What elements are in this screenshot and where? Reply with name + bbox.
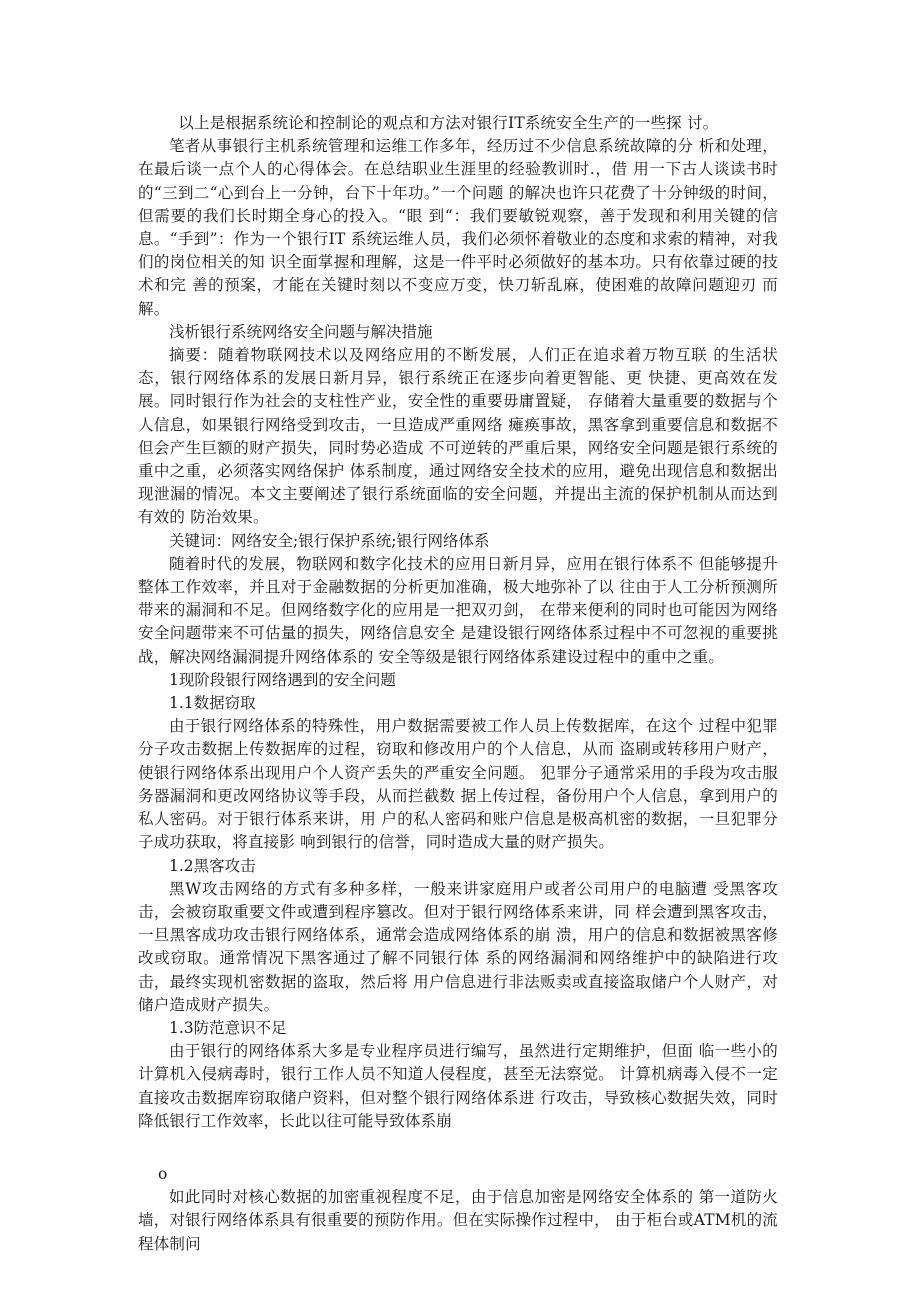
final-paragraph: 如此同时对核心数据的加密重视程度不足，由于信息加密是网络安全体系的 第一道防火墙，对银行网络体系具有很重要的预防作用。但在实际操作过程中， 由于柜台或ATM机的流程体制问 <box>138 1188 778 1253</box>
section-1-3-paragraph: 由于银行的网络体系大多是专业程序员进行编写，虽然进行定期维护，但面 临一些小的计算机入侵病毒时，银行工作人员不知道人侵程度，甚至无法察觉。 计算机病毒入侵不一定直接攻击数据库窃取储户资料，但对整个银行网络体系进 行攻击，导致核心数据失效，同时降低银行工作效率，长此以往可能导致体系崩 <box>138 1042 778 1130</box>
document-body <box>138 112 778 1256</box>
section-1-2-paragraph: 黑W攻击网络的方式有多种多样，一般来讲家庭用户或者公司用户的电脑遭 受黑客攻击，会被窃取重要文件或遭到程序篡改。但对于银行网络体系来讲，同 样会遭到黑客攻击，一旦黑客成功攻击银行网络体系，通常会造成网络体系的崩 溃，用户的信息和数据被黑客修改或窃取。通常情况下黑客通过了解不同银行体 系的网络漏洞和网络维护中的缺陷进行攻击，最终实现机密数据的盗取，然后将 用户信息进行非法贩卖或直接盗取储户个人财产，对储户造成财产损失。 <box>138 879 778 1014</box>
section-1-2-heading: 1.2黑客攻击 <box>169 856 256 875</box>
experience-paragraph: 笔者从事银行主机系统管理和运维工作多年，经历过不少信息系统故障的分 析和处理，在最后谈一点个人的心得体会。在总结职业生涯里的经验教训时.，借 用一下古人谈读书时的“三到二“心到台上一分钟，台下十年功。”一个问题 的解决也许只花费了十分钟级的时间，但需要的我们长时期全身心的投入。“眼 到“：我们要敏锐观察，善于发现和利用关键的信息。“手到”：作为一个银行IT 系统运维人员，我们必须怀着敬业的态度和求索的精神，对我们的岗位相关的知 识全面掌握和理解，这是一件平时必须做好的基本功。只有依靠过硬的技术和完 善的预案，才能在关键时刻以不变应万变，快刀斩乱麻，使困难的故障问题迎刃 而解。 <box>138 137 778 318</box>
section-1-1-heading: 1.1数据窃取 <box>169 694 256 713</box>
abstract-paragraph: 摘要：随着物联网技术以及网络应用的不断发展，人们正在追求着万物互联 的生活状态，银行网络体系的发展日新月异，银行系统正在逐步向着更智能、更 快捷、更高效在发展。同时银行作为社会的支柱性产业，安全性的重要毋庸置疑， 存储着大量重要的数据与个人信息，如果银行网络受到攻击，一旦造成严重网络 瘫痪事故，黑客拿到重要信息和数据不但会产生巨额的财产损失，同时势必造成 不可逆转的严重后果，网络安全问题是银行系统的重中之重，必须落实网络保护 体系制度，通过网络安全技术的应用，避免出现信息和数据出现泄漏的情况。本文主要阐述了银行系统面临的安全问题，并提出主流的保护机制从而达到有效的 防治效果。 <box>138 346 778 527</box>
section-1-heading: 1现阶段银行网络遇到的安全问题 <box>169 670 396 689</box>
section-1-3-heading: 1.3防范意识不足 <box>169 1018 287 1037</box>
paragraph-gap <box>138 1133 778 1163</box>
intro-paragraph: 以上是根据系统论和控制论的观点和方法对银行IT系统安全生产的一些探 讨。 <box>178 114 719 132</box>
keywords-line: 关键词：网络安全;银行保护系统;银行网络体系 <box>169 531 490 550</box>
stray-o-mark: o <box>158 1164 168 1183</box>
article-title: 浅析银行系统网络安全问题与解决措施 <box>169 322 433 341</box>
body-intro-paragraph: 随着时代的发展，物联网和数字化技术的应用日新月异，应用在银行体系不 但能够提升整体工作效率，并且对于金融数据的分析更加准确，极大地弥补了以 往由于人工分析预测所带来的漏洞和不足。但网络数字化的应用是一把双刃剑， 在带来便利的同时也可能因为网络安全问题带来不可估量的损失，网络信息安全 是建设银行网络体系过程中不可忽视的重要挑战，解决网络漏洞提升网络体系的 安全等级是银行网络体系建设过程中的重中之重。 <box>138 554 778 666</box>
section-1-1-paragraph: 由于银行网络体系的特殊性，用户数据需要被工作人员上传数据库，在这个 过程中犯罪分子攻击数据上传数据库的过程，窃取和修改用户的个人信息，从而 盗刷或转移用户财产，使银行网络体系出现用户个人资产丢失的严重安全问题。 犯罪分子通常采用的手段为攻击服务器漏洞和更改网络协议等手段，从而拦截数 据上传过程，备份用户个人信息，拿到用户的私人密码。对于银行体系来讲，用 户的私人密码和账户信息是极高机密的数据，一旦犯罪分子成功获取，将直接影 响到银行的信誉，同时造成大量的财产损失。 <box>138 717 778 852</box>
